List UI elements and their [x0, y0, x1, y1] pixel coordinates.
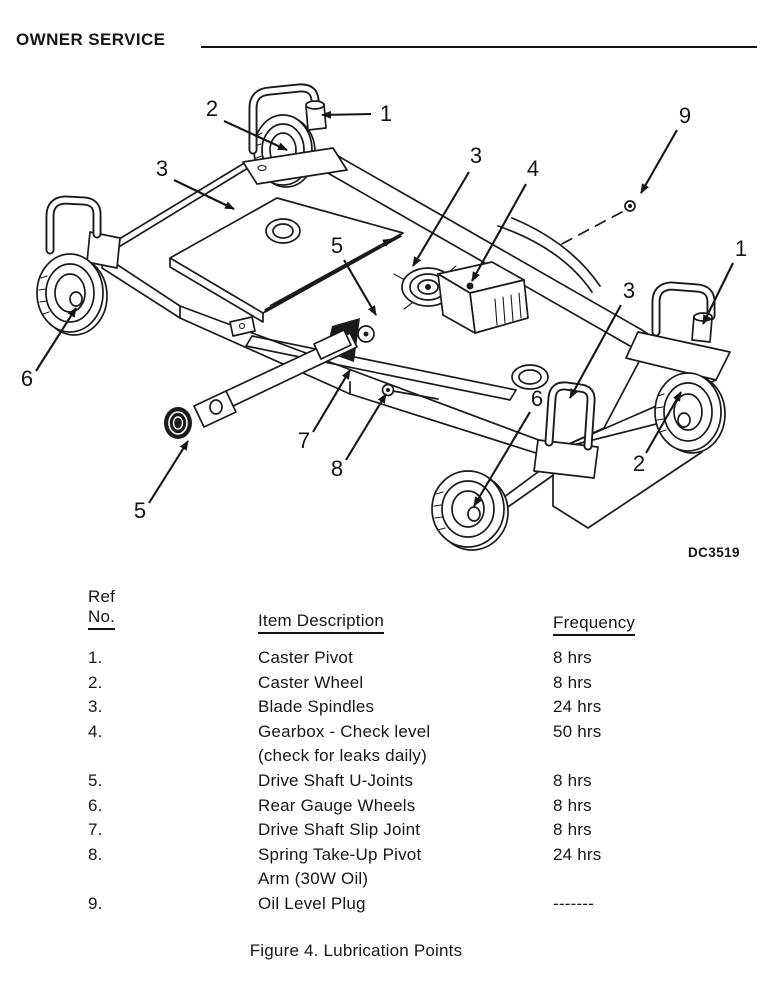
- table-row: [88, 769, 728, 794]
- item-description-cell: Spring Take-Up Pivot Arm (30W Oil): [258, 843, 553, 892]
- callout-leader-5: [149, 441, 188, 503]
- callout-number-4: 4: [526, 156, 540, 181]
- column-header-ref: [88, 587, 115, 630]
- callout-number-3: 3: [155, 156, 169, 181]
- item-description-cell: Drive Shaft U-Joints: [258, 770, 414, 790]
- frequency-cell: 8 hrs: [553, 795, 592, 815]
- table-row: [88, 646, 728, 671]
- header-rule: [201, 33, 757, 48]
- ref-no-cell: 7.: [88, 820, 103, 840]
- ref-no-cell: 5.: [88, 770, 103, 790]
- callout-number-3: 3: [469, 143, 483, 168]
- callout-number-8: 8: [330, 456, 344, 481]
- frequency-cell: 8 hrs: [553, 648, 592, 667]
- ref-no-cell: 1.: [88, 648, 103, 667]
- item-description-cell: Gearbox - Check level (check for leaks daily): [258, 720, 553, 769]
- callout-number-2: 2: [205, 96, 219, 121]
- table-row: [88, 720, 728, 769]
- frequency-cell: 8 hrs: [553, 820, 592, 840]
- figure-caption: Figure 4. Lubrication Points: [249, 941, 463, 960]
- table-row: [88, 818, 728, 843]
- callout-leader-9: [641, 130, 677, 193]
- callout-number-7: 7: [297, 428, 311, 453]
- ref-no-cell: 6.: [88, 795, 103, 815]
- callout-number-6: 6: [530, 386, 544, 411]
- callout-number-5: 5: [133, 498, 147, 523]
- callout-number-5: 5: [330, 233, 344, 258]
- item-description-line2: Arm (30W Oil): [258, 869, 369, 889]
- frequency-cell: 24 hrs: [553, 844, 602, 864]
- callout-number-3: 3: [622, 278, 636, 303]
- mower-deck: [101, 156, 716, 460]
- item-description-cell: Oil Level Plug: [258, 893, 366, 913]
- item-description-line2: (check for leaks daily): [258, 746, 427, 766]
- table-row: [88, 892, 728, 917]
- table-row: [88, 671, 728, 696]
- column-header-frequency: Frequency: [553, 613, 635, 636]
- item-description-cell: Caster Wheel: [258, 672, 364, 692]
- ref-no-cell: 2.: [88, 672, 103, 692]
- frequency-cell: 8 hrs: [553, 770, 592, 790]
- frequency-cell: 50 hrs: [553, 721, 602, 741]
- callout-number-1: 1: [734, 236, 748, 261]
- gearbox-check-stud: [467, 283, 474, 290]
- table-row: [88, 695, 728, 720]
- item-description-cell: Caster Pivot: [258, 648, 353, 667]
- column-header-ref-line2: No.: [88, 607, 115, 630]
- ref-no-cell: 3.: [88, 697, 103, 717]
- frequency-cell: 24 hrs: [553, 697, 602, 717]
- callout-number-9: 9: [678, 103, 692, 128]
- column-header-ref-line1: Ref: [88, 587, 116, 606]
- ref-no-cell: 9.: [88, 893, 103, 913]
- callout-leader-1: [322, 114, 371, 115]
- frequency-cell: -------: [553, 893, 595, 913]
- left-gauge-wheel: [37, 200, 120, 335]
- page-title: OWNER SERVICE: [16, 30, 166, 49]
- callout-number-1: 1: [379, 101, 393, 126]
- item-description-cell: Blade Spindles: [258, 697, 375, 717]
- ref-no-cell: 4.: [88, 721, 103, 741]
- callout-number-6: 6: [20, 366, 34, 391]
- figure-code: DC3519: [688, 545, 740, 560]
- callout-leader-8: [346, 394, 386, 460]
- ref-no-cell: 8.: [88, 844, 103, 864]
- column-header-description: Item Description: [258, 611, 384, 634]
- table-row: [88, 843, 728, 892]
- item-description-cell: Rear Gauge Wheels: [258, 795, 416, 815]
- callout-number-2: 2: [632, 451, 646, 476]
- frequency-cell: 8 hrs: [553, 672, 592, 692]
- item-description-cell: Drive Shaft Slip Joint: [258, 820, 421, 840]
- lubrication-points-diagram: [0, 60, 772, 575]
- table-row: [88, 794, 728, 819]
- lubrication-table: [88, 646, 728, 917]
- oil-level-plug: [556, 201, 635, 247]
